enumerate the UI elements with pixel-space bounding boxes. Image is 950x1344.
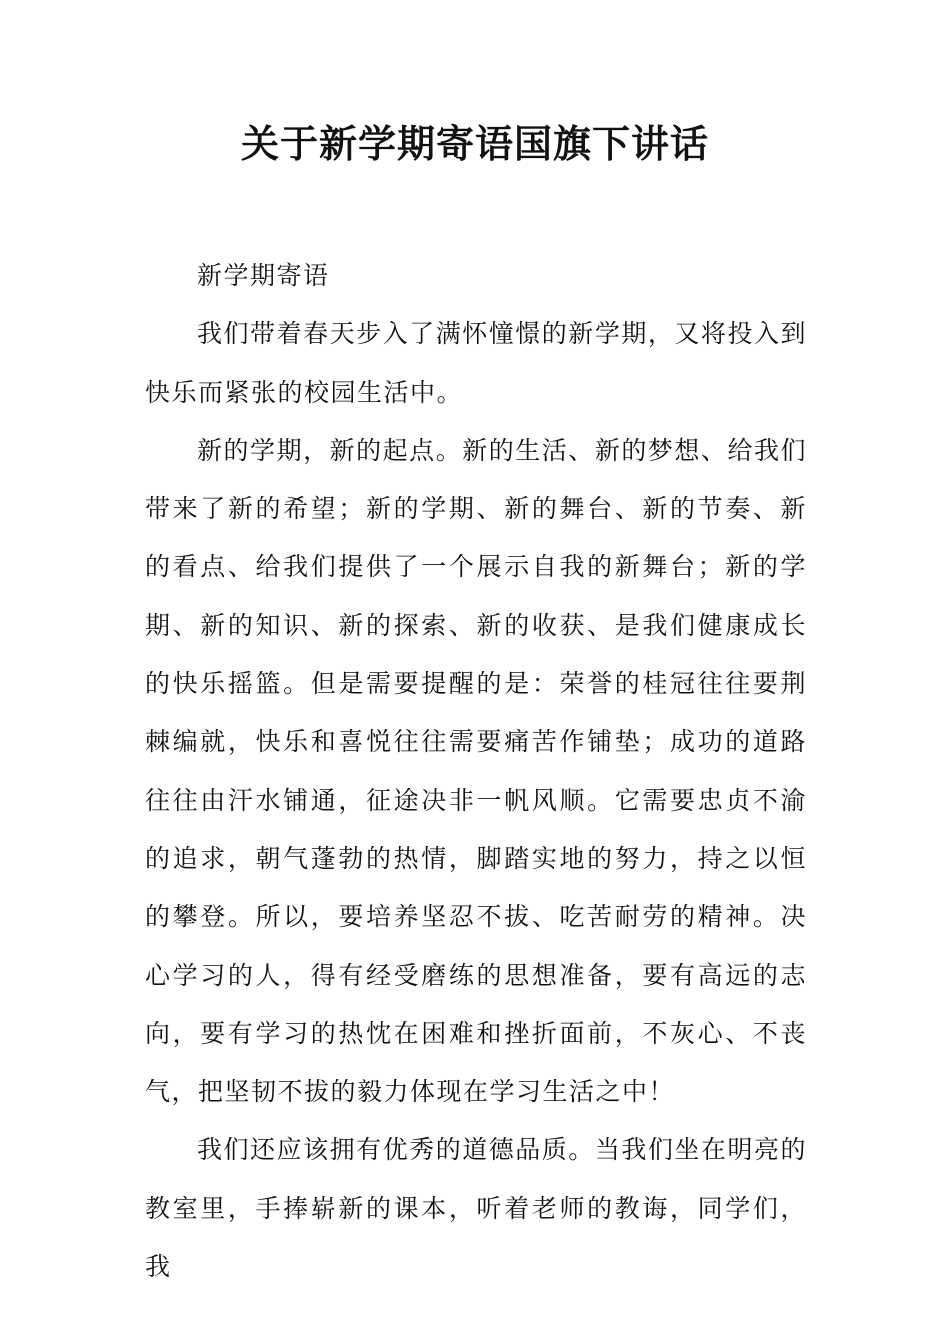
paragraph-intro: 我们带着春天步入了满怀憧憬的新学期，又将投入到快乐而紧张的校园生活中。 — [145, 319, 807, 407]
paragraph-morality: 我们还应该拥有优秀的道德品质。当我们坐在明亮的教室里，手捧崭新的课本，听着老师的教诲，同学们，我 — [145, 1135, 807, 1282]
document-title: 关于新学期寄语国旗下讲话 — [240, 121, 709, 166]
paragraph-heading: 新学期寄语 — [197, 261, 330, 290]
paragraph-main: 新的学期，新的起点。新的生活、新的梦想、给我们带来了新的希望；新的学期、新的舞台、新的节奏、新的看点、给我们提供了一个展示自我的新舞台；新的学期、新的知识、新的探索、新的收获、是我们健康成长的快乐摇篮。但是需要提醒的是：荣誉的桂冠往往要荆棘编就，快乐和喜悦往往需要痛苦作铺垫；成功的道路往往由汗水铺通，征途决非一帆风顺。它需要忠贞不渝的追求，朝气蓬勃的热情，脚踏实地的努力，持之以恒的攀登。所以，要培养坚忍不拔、吃苦耐劳的精神。决心学习的人，得有经受磨练的思想准备，要有高远的志向，要有学习的热忱在困难和挫折面前，不灰心、不丧气，把坚韧不拔的毅力体现在学习生活之中！ — [145, 435, 807, 1107]
document-body — [145, 247, 807, 1296]
